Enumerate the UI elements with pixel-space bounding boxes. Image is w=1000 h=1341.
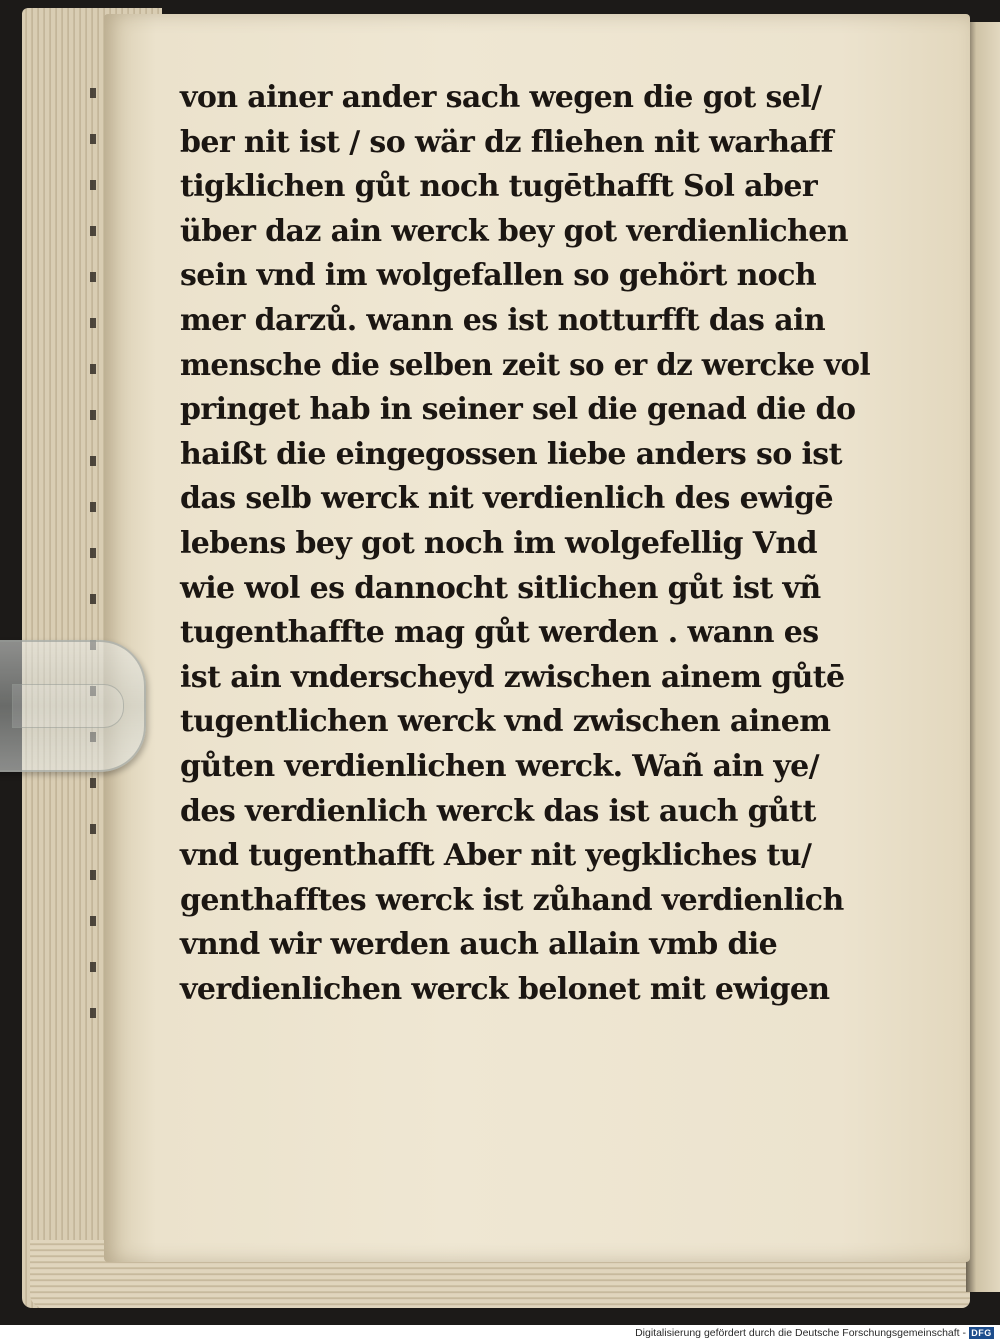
text-line-5: sein vnd im wolgefallen so gehört noch xyxy=(180,258,817,294)
footer-credit: Digitalisierung gefördert durch die Deutsche Forschungsgemeinschaft - xyxy=(635,1327,966,1339)
text-line-3: tigklichen gůt noch tugēthafft Sol aber xyxy=(180,169,818,205)
text-line-4: über daz ain werck bey got verdienlichen xyxy=(180,213,848,249)
text-line-2: ber nit ist / so wär dz fliehen nit warhaff xyxy=(180,124,833,160)
text-line-7: mensche die selben zeit so er dz wercke vol xyxy=(180,347,871,383)
text-line-16: gůten verdienlichen werck. Wañ ain ye/ xyxy=(180,748,820,784)
text-line-13: tugenthaffte mag gůt werden . wann es xyxy=(180,615,819,651)
text-line-1: von ainer ander sach wegen die got sel/ xyxy=(180,80,822,115)
footer-bar xyxy=(0,1325,1000,1341)
text-line-9: haißt die eingegossen liebe anders so ist xyxy=(180,436,842,472)
page-clip xyxy=(0,640,146,772)
text-line-19: genthafftes werck ist zůhand verdienlich xyxy=(180,882,844,918)
dfg-logo-icon: DFG xyxy=(969,1327,994,1339)
text-line-8: pringet hab in seiner sel die genad die do xyxy=(180,392,856,428)
text-line-10: das selb werck nit verdienlich des ewigē xyxy=(180,481,833,517)
text-line-18: vnd tugenthafft Aber nit yegkliches tu/ xyxy=(180,838,812,874)
text-line-20: vnnd wir werden auch allain vmb die xyxy=(180,927,778,963)
facing-page-edge xyxy=(966,22,1000,1292)
text-line-12: wie wol es dannocht sitlichen gůt ist vñ xyxy=(180,570,821,606)
text-line-17: des verdienlich werck das ist auch gůtt xyxy=(180,793,816,829)
page-clip-slot xyxy=(12,684,124,728)
text-line-14: ist ain vnderscheyd zwischen ainem gůtē xyxy=(180,659,845,695)
text-line-15: tugentlichen werck vnd zwischen ainem xyxy=(180,704,831,740)
text-line-11: lebens bey got noch im wolgefellig Vnd xyxy=(180,525,818,561)
page-edge-markings xyxy=(90,88,96,1048)
text-line-21: verdienlichen werck belonet mit ewigen xyxy=(180,971,830,1007)
text-block xyxy=(180,76,870,1012)
text-line-6: mer darzů. wann es ist notturfft das ain xyxy=(180,302,826,338)
